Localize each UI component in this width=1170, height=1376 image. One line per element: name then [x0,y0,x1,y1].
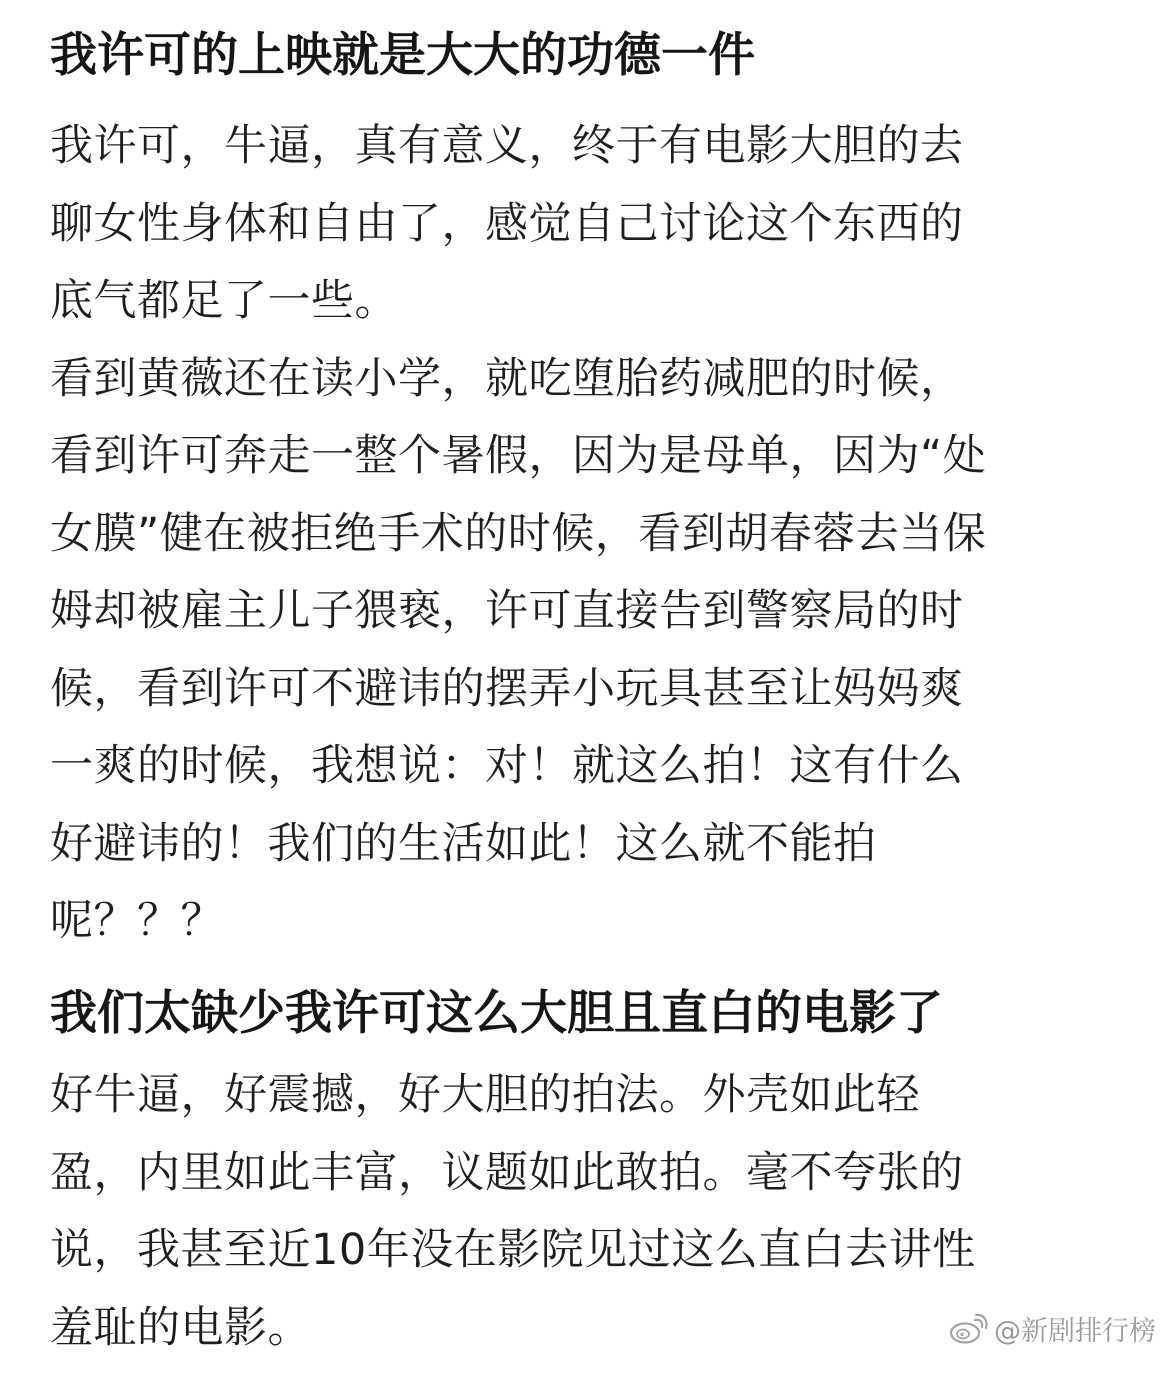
body-line: 我许可，牛逼，真有意义，终于有电影大胆的去 [50,121,964,171]
body-line: 好避讳的！我们的生活如此！这么就不能拍 [50,818,877,869]
body-line: 姆却被雇主儿子猥亵，许可直接告到警察局的时 [50,586,964,636]
body-line: 说，我甚至近10年没在影院见过这么直白去讲性 [50,1225,976,1275]
section-1-heading: 我许可的上映就是大大的功德一件 [50,28,755,83]
body-line: 羞耻的电影。 [50,1302,311,1353]
body-line: 呢？？？ [50,896,224,946]
body-line: 好牛逼，好震撼，好大胆的拍法。外壳如此轻 [50,1070,920,1120]
body-line: 盈，内里如此丰富，议题如此敢拍。毫不夸张的 [50,1147,964,1198]
watermark [948,1309,1156,1348]
body-line: 看到黄薇还在读小学，就吃堕胎药减肥的时候， [50,353,964,404]
body-line: 女膜”健在被拒绝手术的时候，看到胡春蓉去当保 [50,508,987,559]
body-line: 候，看到许可不避讳的摆弄小玩具甚至让妈妈爽 [50,663,964,714]
section-2-heading: 我们太缺少我许可这么大胆且直白的电影了 [50,986,943,1041]
body-line: 看到许可奔走一整个暑假，因为是母单，因为“处 [50,431,987,481]
body-line: 底气都足了一些。 [50,276,398,326]
body-line: 聊女性身体和自由了，感觉自己讨论这个东西的 [50,198,964,249]
weibo-logo-icon [948,1313,988,1345]
body-line: 一爽的时候，我想说：对！就这么拍！这有什么 [50,741,964,791]
watermark-text: @新剧排行榜 [994,1316,1156,1347]
section-1-body [50,108,1120,961]
